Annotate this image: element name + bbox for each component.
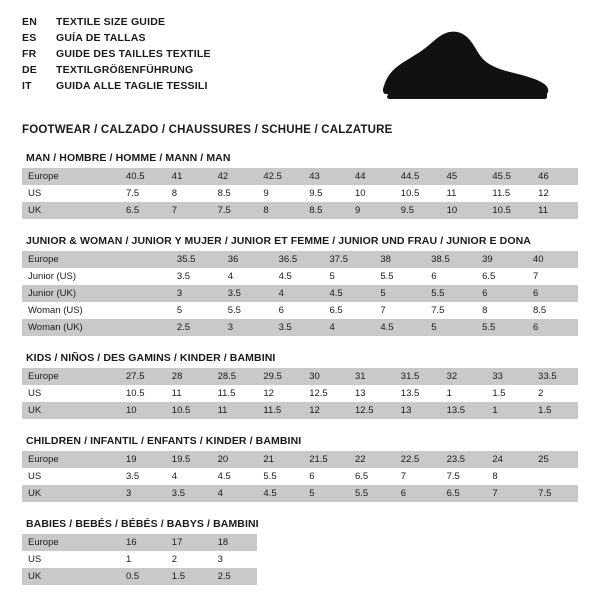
cell: 24 [486, 451, 532, 468]
cell: 28.5 [212, 368, 258, 385]
cell: 7.5 [212, 202, 258, 219]
cell: 10 [120, 402, 166, 419]
row-label: UK [22, 485, 120, 502]
cell: 4 [212, 485, 258, 502]
cell-empty [257, 534, 303, 551]
cell: 5 [374, 285, 425, 302]
cell: 27.5 [120, 368, 166, 385]
cell: 6.5 [476, 268, 527, 285]
cell: 20 [212, 451, 258, 468]
cell: 31 [349, 368, 395, 385]
cell: 3 [222, 319, 273, 336]
cell: 12.5 [303, 385, 349, 402]
cell: 13 [395, 402, 441, 419]
cell: 32 [441, 368, 487, 385]
cell-empty [486, 568, 532, 585]
table-row [22, 551, 578, 568]
cell-empty [486, 534, 532, 551]
cell [120, 285, 171, 302]
cell: 46 [532, 168, 578, 185]
cell: 8 [476, 302, 527, 319]
cell: 11.5 [257, 402, 303, 419]
section-junior-woman [22, 235, 578, 336]
table-row [22, 368, 578, 385]
cell: 7 [486, 485, 532, 502]
cell: 3.5 [273, 319, 324, 336]
cell: 4 [273, 285, 324, 302]
cell-empty [395, 568, 441, 585]
cell: 7.5 [120, 185, 166, 202]
row-label: UK [22, 568, 120, 585]
cell: 3 [212, 551, 258, 568]
section-children [22, 435, 578, 502]
cell: 10.5 [486, 202, 532, 219]
cell: 5 [303, 485, 349, 502]
row-label: Woman (UK) [22, 319, 120, 336]
cell: 5.5 [425, 285, 476, 302]
table-row [22, 568, 578, 585]
cell: 0.5 [120, 568, 166, 585]
cell: 5.5 [257, 468, 303, 485]
cell: 19 [120, 451, 166, 468]
cell: 3.5 [120, 468, 166, 485]
section-title: BABIES / BEBÉS / BÉBÉS / BABYS / BAMBINI [26, 518, 259, 530]
cell: 8.5 [303, 202, 349, 219]
category-line: FOOTWEAR / CALZADO / CHAUSSURES / SCHUHE / CALZATURE [22, 124, 393, 136]
cell: 9 [349, 202, 395, 219]
cell: 6.5 [349, 468, 395, 485]
language-code: ES [22, 32, 37, 44]
cell-empty [349, 568, 395, 585]
cell: 33 [486, 368, 532, 385]
cell: 9 [257, 185, 303, 202]
cell: 7 [166, 202, 212, 219]
cell: 8 [486, 468, 532, 485]
cell: 12.5 [349, 402, 395, 419]
table-row [22, 202, 578, 219]
cell: 28 [166, 368, 212, 385]
language-row [22, 64, 211, 80]
language-code: DE [22, 64, 37, 76]
cell: 7.5 [441, 468, 487, 485]
table-row [22, 402, 578, 419]
language-list [22, 16, 211, 96]
size-table-babies [22, 534, 578, 585]
row-label: Europe [22, 368, 120, 385]
cell: 10 [349, 185, 395, 202]
cell: 31.5 [395, 368, 441, 385]
cell: 44 [349, 168, 395, 185]
cell: 4 [222, 268, 273, 285]
cell: 5 [324, 268, 375, 285]
row-label: US [22, 185, 120, 202]
cell [120, 302, 171, 319]
section-title: JUNIOR & WOMAN / JUNIOR Y MUJER / JUNIOR ET FEMME / JUNIOR UND FRAU / JUNIOR E DONA [26, 235, 531, 247]
cell: 33.5 [532, 368, 578, 385]
cell-empty [303, 534, 349, 551]
cell: 5 [425, 319, 476, 336]
cell-empty [441, 568, 487, 585]
cell: 7 [527, 268, 578, 285]
cell: 41 [166, 168, 212, 185]
cell: 40 [527, 251, 578, 268]
cell: 6 [273, 302, 324, 319]
cell-empty [257, 551, 303, 568]
cell: 4 [166, 468, 212, 485]
cell: 6 [303, 468, 349, 485]
cell: 2 [166, 551, 212, 568]
cell: 4.5 [273, 268, 324, 285]
cell: 7 [374, 302, 425, 319]
cell: 5.5 [476, 319, 527, 336]
cell [120, 251, 171, 268]
table-row [22, 302, 578, 319]
cell: 17 [166, 534, 212, 551]
cell: 35.5 [171, 251, 222, 268]
cell: 38.5 [425, 251, 476, 268]
cell: 8.5 [212, 185, 258, 202]
size-table-junior-woman [22, 251, 578, 336]
cell-empty [532, 551, 578, 568]
cell: 6 [527, 319, 578, 336]
language-code: EN [22, 16, 37, 28]
row-label: US [22, 468, 120, 485]
cell: 10.5 [120, 385, 166, 402]
cell [120, 319, 171, 336]
language-row [22, 16, 211, 32]
cell: 9.5 [395, 202, 441, 219]
cell: 11.5 [486, 185, 532, 202]
cell-empty [395, 551, 441, 568]
table-row [22, 451, 578, 468]
cell: 13.5 [441, 402, 487, 419]
cell: 3.5 [171, 268, 222, 285]
row-label: UK [22, 202, 120, 219]
row-label: Europe [22, 168, 120, 185]
size-table-children [22, 451, 578, 502]
language-title: GUIDA ALLE TAGLIE TESSILI [56, 80, 208, 92]
cell: 2.5 [171, 319, 222, 336]
row-label: Woman (US) [22, 302, 120, 319]
cell: 2.5 [212, 568, 258, 585]
row-label: Junior (US) [22, 268, 120, 285]
cell-empty [532, 568, 578, 585]
cell: 1.5 [166, 568, 212, 585]
row-label: US [22, 385, 120, 402]
dress-shoe-icon [376, 24, 556, 104]
cell-empty [349, 551, 395, 568]
cell: 22.5 [395, 451, 441, 468]
cell: 25 [532, 451, 578, 468]
section-babies [22, 518, 578, 585]
cell [532, 468, 578, 485]
cell: 12 [257, 385, 303, 402]
cell: 8 [257, 202, 303, 219]
cell: 3 [171, 285, 222, 302]
cell: 11 [212, 402, 258, 419]
table-row [22, 185, 578, 202]
cell: 40.5 [120, 168, 166, 185]
cell: 10.5 [166, 402, 212, 419]
cell: 39 [476, 251, 527, 268]
table-row [22, 485, 578, 502]
header [22, 16, 578, 112]
cell: 3 [120, 485, 166, 502]
cell: 5 [171, 302, 222, 319]
cell: 44.5 [395, 168, 441, 185]
cell: 6 [527, 285, 578, 302]
cell-empty [486, 551, 532, 568]
cell: 3.5 [166, 485, 212, 502]
cell: 6 [395, 485, 441, 502]
cell: 38 [374, 251, 425, 268]
cell: 18 [212, 534, 258, 551]
cell [120, 268, 171, 285]
table-row [22, 319, 578, 336]
cell: 21 [257, 451, 303, 468]
cell: 6 [476, 285, 527, 302]
language-code: FR [22, 48, 37, 60]
section-man [22, 152, 578, 219]
cell: 36 [222, 251, 273, 268]
cell: 22 [349, 451, 395, 468]
table-row [22, 385, 578, 402]
cell: 6.5 [441, 485, 487, 502]
cell-empty [303, 568, 349, 585]
language-title: TEXTILGRÖßENFÜHRUNG [56, 64, 194, 76]
cell: 13.5 [395, 385, 441, 402]
table-row [22, 534, 578, 551]
cell: 6 [425, 268, 476, 285]
cell: 5.5 [374, 268, 425, 285]
cell: 11 [441, 185, 487, 202]
cell: 7.5 [532, 485, 578, 502]
cell: 21.5 [303, 451, 349, 468]
cell: 36.5 [273, 251, 324, 268]
cell: 10.5 [395, 185, 441, 202]
cell: 1.5 [486, 385, 532, 402]
cell: 11.5 [212, 385, 258, 402]
table-row [22, 268, 578, 285]
section-title: KIDS / NIÑOS / DES GAMINS / KINDER / BAMBINI [26, 352, 276, 364]
language-title: GUIDE DES TAILLES TEXTILE [56, 48, 211, 60]
cell: 4.5 [324, 285, 375, 302]
row-label: Junior (UK) [22, 285, 120, 302]
language-row [22, 48, 211, 64]
row-label: Europe [22, 534, 120, 551]
table-row [22, 168, 578, 185]
table-row [22, 468, 578, 485]
cell: 1 [120, 551, 166, 568]
cell: 8.5 [527, 302, 578, 319]
cell: 6.5 [324, 302, 375, 319]
language-code: IT [22, 80, 32, 92]
cell: 5.5 [222, 302, 273, 319]
cell-empty [257, 568, 303, 585]
cell-empty [395, 534, 441, 551]
cell: 4 [324, 319, 375, 336]
cell-empty [441, 551, 487, 568]
cell-empty [349, 534, 395, 551]
cell: 43 [303, 168, 349, 185]
cell-empty [441, 534, 487, 551]
cell: 10 [441, 202, 487, 219]
cell: 7 [395, 468, 441, 485]
language-title: TEXTILE SIZE GUIDE [56, 16, 166, 28]
cell: 45.5 [486, 168, 532, 185]
cell: 19.5 [166, 451, 212, 468]
language-row [22, 80, 211, 96]
cell: 4.5 [212, 468, 258, 485]
cell: 16 [120, 534, 166, 551]
cell: 12 [303, 402, 349, 419]
cell: 11 [532, 202, 578, 219]
cell: 5.5 [349, 485, 395, 502]
section-title: MAN / HOMBRE / HOMME / MANN / MAN [26, 152, 231, 164]
table-row [22, 285, 578, 302]
language-title: GUÍA DE TALLAS [56, 32, 146, 44]
section-kids [22, 352, 578, 419]
row-label: US [22, 551, 120, 568]
cell: 1 [441, 385, 487, 402]
cell-empty [303, 551, 349, 568]
cell: 9.5 [303, 185, 349, 202]
cell: 4.5 [374, 319, 425, 336]
cell: 7.5 [425, 302, 476, 319]
cell: 4.5 [257, 485, 303, 502]
cell: 37.5 [324, 251, 375, 268]
cell: 12 [532, 185, 578, 202]
row-label: UK [22, 402, 120, 419]
cell: 13 [349, 385, 395, 402]
cell: 42 [212, 168, 258, 185]
cell: 30 [303, 368, 349, 385]
cell: 1 [486, 402, 532, 419]
cell-empty [532, 534, 578, 551]
language-row [22, 32, 211, 48]
size-table-man [22, 168, 578, 219]
cell: 45 [441, 168, 487, 185]
cell: 3.5 [222, 285, 273, 302]
cell: 2 [532, 385, 578, 402]
cell: 1.5 [532, 402, 578, 419]
cell: 23.5 [441, 451, 487, 468]
cell: 29.5 [257, 368, 303, 385]
row-label: Europe [22, 451, 120, 468]
cell: 8 [166, 185, 212, 202]
cell: 11 [166, 385, 212, 402]
size-table-kids [22, 368, 578, 419]
table-row [22, 251, 578, 268]
section-title: CHILDREN / INFANTIL / ENFANTS / KINDER / BAMBINI [26, 435, 302, 447]
cell: 42.5 [257, 168, 303, 185]
cell: 6.5 [120, 202, 166, 219]
row-label: Europe [22, 251, 120, 268]
